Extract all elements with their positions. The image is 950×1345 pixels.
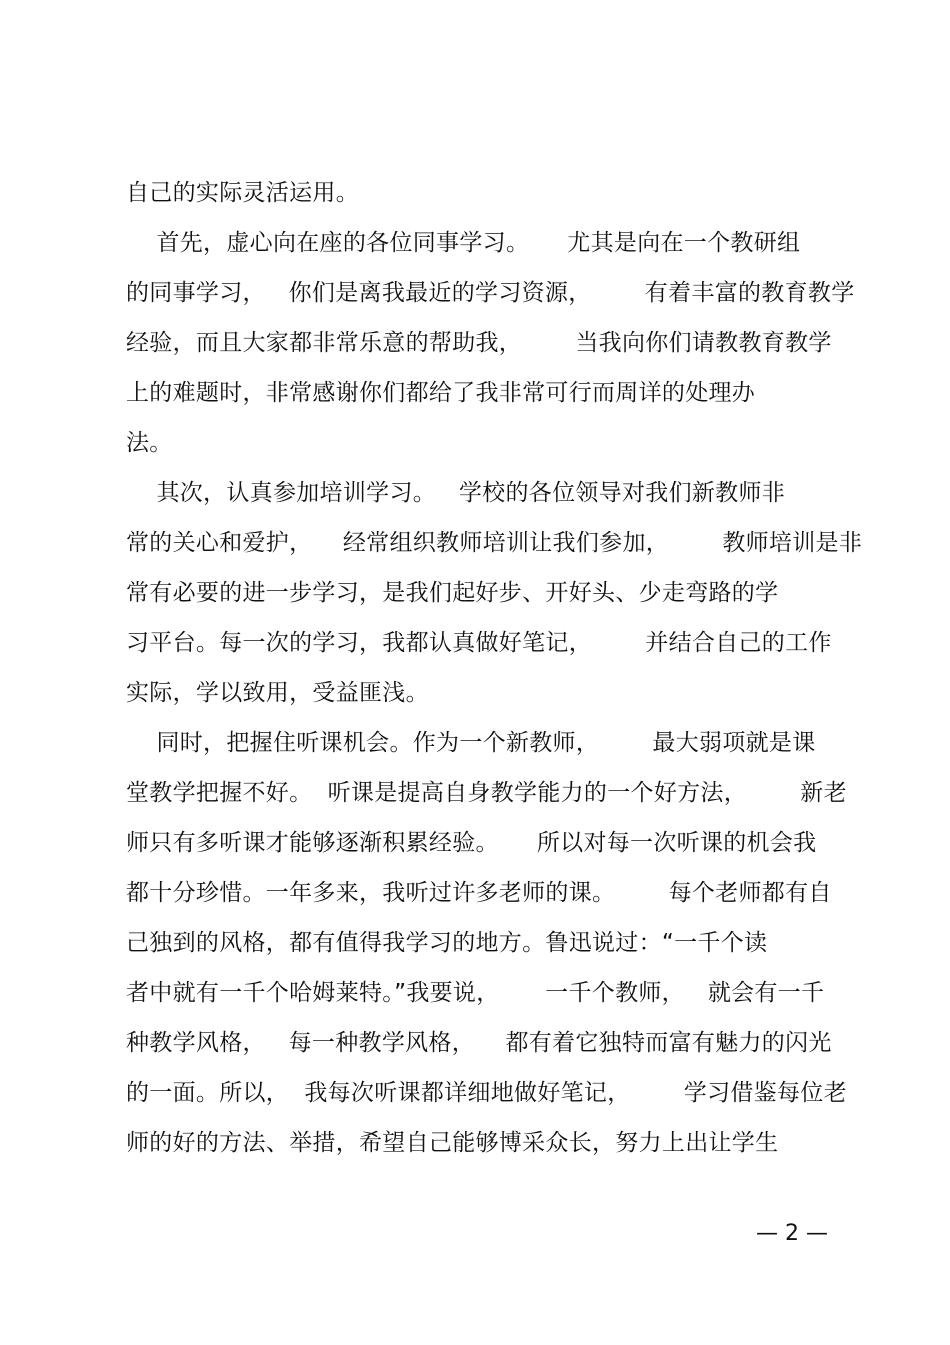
- body-text: [126, 175, 863, 1175]
- text-line: 师只有多听课才能够逐渐积累经验。 所以对每一次听课的机会我: [126, 830, 817, 856]
- text-line: 的同事学习， 你们是离我最近的学习资源， 有着丰富的教育教学: [126, 280, 855, 306]
- text-line: 常的关心和爱护， 经常组织教师培训让我们参加， 教师培训是非: [126, 530, 863, 556]
- text-line: 的一面。所以， 我每次听课都详细地做好笔记， 学习借鉴每位老: [126, 1080, 847, 1106]
- text-line: 种教学风格， 每一种教学风格， 都有着它独特而富有魅力的闪光: [126, 1030, 832, 1056]
- text-line: 法。: [126, 430, 173, 456]
- text-line: 己独到的风格，都有值得我学习的地方。鲁迅说过：“一千个读: [126, 930, 768, 956]
- text-line: 堂教学把握不好。 听课是提高自身教学能力的一个好方法， 新老: [126, 780, 847, 806]
- text-line: 常有必要的进一步学习，是我们起好步、开好头、少走弯路的学: [126, 580, 779, 606]
- text-line: 其次，认真参加培训学习。 学校的各位领导对我们新教师非: [126, 480, 786, 506]
- page-number: — 2 —: [756, 1221, 828, 1246]
- text-line: 师的好的方法、举措，希望自己能够博采众长，努力上出让学生: [126, 1130, 779, 1156]
- text-line: 者中就有一千个哈姆莱特。”我要说， 一千个教师， 就会有一千: [126, 980, 825, 1006]
- text-line: 首先，虚心向在座的各位同事学习。 尤其是向在一个教研组: [126, 230, 801, 256]
- text-line: 经验，而且大家都非常乐意的帮助我， 当我向你们请教教育教学: [126, 330, 832, 356]
- text-line: 自己的实际灵活运用。: [126, 180, 359, 206]
- text-line: 实际，学以致用，受益匪浅。: [126, 680, 429, 706]
- text-line: 同时，把握住听课机会。作为一个新教师， 最大弱项就是课: [126, 730, 816, 756]
- text-line: 上的难题时，非常感谢你们都给了我非常可行而周详的处理办: [126, 380, 756, 406]
- text-line: 习平台。每一次的学习，我都认真做好笔记， 并结合自己的工作: [126, 630, 832, 656]
- text-line: 都十分珍惜。一年多来，我听过许多老师的课。 每个老师都有自: [126, 880, 832, 906]
